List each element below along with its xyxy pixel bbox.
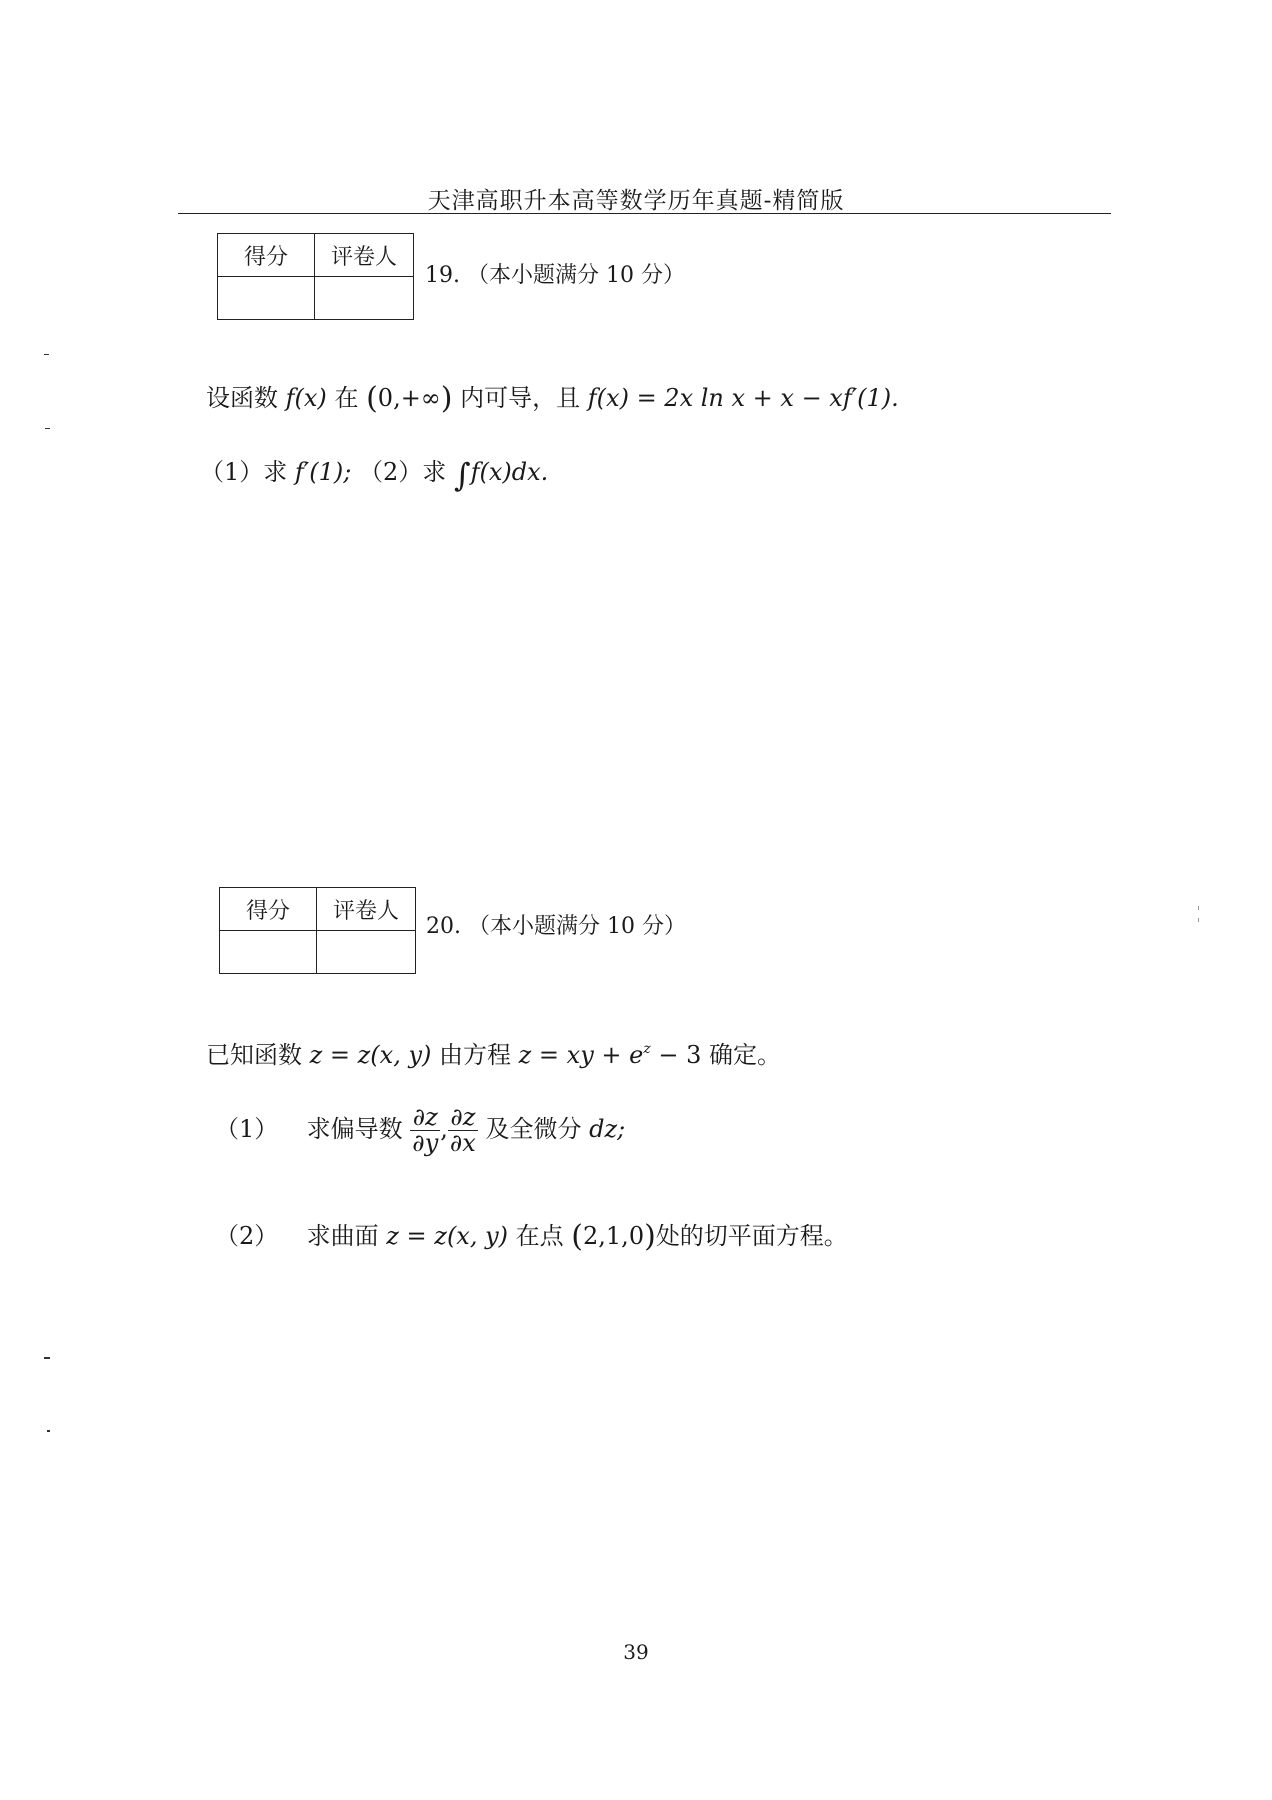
frac-numerator: ∂z [410,1105,440,1131]
scan-speck [44,1357,50,1359]
integral-icon: ∫ [453,456,471,494]
score-box-19 [217,233,414,320]
q20-part1 [215,1105,625,1156]
q19-part2-expr: f(x)dx. [470,458,549,486]
q19-parts [200,452,548,494]
q20-total-diff: dz; [589,1115,626,1144]
q19-intro-prefix: 设函数 [206,384,278,412]
score-box-label-grader: 评卷人 [315,234,414,277]
score-box-20 [219,887,416,974]
q20-part1-text: 求偏导数 [306,1115,403,1144]
frac-denominator: ∂y [412,1129,439,1158]
q20-heading: 20. （本小题满分 10 分） [426,914,686,939]
partial-z-over-x [448,1105,478,1156]
q20-part2: （2） 求曲面 z = z(x, y) 在点 (2,1,0)处的切平面方程。 [215,1216,848,1254]
q20-by-equation: 由方程 [439,1041,512,1069]
q20-part1-num: （1） [215,1115,279,1144]
header-title: 天津高职升本高等数学历年真题-精简版 [427,188,845,214]
q20-intro-prefix: 已知函数 [206,1041,302,1069]
frac-denominator: ∂x [449,1129,476,1158]
q19-equation: f(x) = 2x ln x + x − xf′(1). [587,384,899,412]
score-box-label-grader: 评卷人 [317,888,416,931]
q19-f-of-x: f(x) [285,384,327,412]
q20-z-def: z = z(x, y) [309,1041,432,1069]
q20-determined: 确定。 [709,1041,782,1069]
scan-speck [1198,918,1199,922]
q20-surface: z = z(x, y) [386,1222,509,1250]
q20-part2-text: 求曲面 [306,1222,379,1250]
q19-condition: 内可导，且 [460,384,581,412]
header-rule [178,213,1111,214]
q19-statement: 设函数 f(x) 在 (0,+∞) 内可导，且 f(x) = 2x ln x + x − xf′(1). [206,381,899,416]
q19-interval: 0,+∞ [377,384,441,412]
score-box-label-score: 得分 [220,888,317,931]
q20-part2-tail: 处的切平面方程。 [655,1222,848,1250]
score-box-grader-cell[interactable] [317,931,416,974]
scan-speck [1198,906,1199,910]
frac-numerator: ∂z [448,1105,478,1131]
q19-in-word: 在 [334,384,359,412]
partial-z-over-y [410,1105,440,1156]
q19-part2-label: （2）求 [358,458,447,486]
q20-equation: z = xy + e [518,1041,644,1069]
q20-statement [206,1035,781,1070]
q20-equation-tail: − 3 [658,1041,702,1069]
q19-heading: 19. （本小题满分 10 分） [425,263,685,288]
scan-speck [45,428,50,429]
score-box-label-score: 得分 [218,234,315,277]
q20-part2-num: （2） [215,1222,279,1250]
q19-part1-expr: f′(1); [294,458,352,486]
score-box-score-cell[interactable] [218,277,315,320]
scan-speck [47,1430,50,1432]
score-box-score-cell[interactable] [220,931,317,974]
scan-speck [44,354,49,355]
q20-part1-tail: 及全微分 [485,1115,582,1144]
q20-exponent: z [643,1041,651,1057]
q20-point: 2,1,0 [583,1222,645,1250]
q20-at-point: 在点 [515,1222,564,1250]
page-number: 39 [623,1640,649,1664]
q19-part1-label: （1）求 [200,458,288,486]
frac-separator: , [440,1115,448,1144]
score-box-grader-cell[interactable] [315,277,414,320]
